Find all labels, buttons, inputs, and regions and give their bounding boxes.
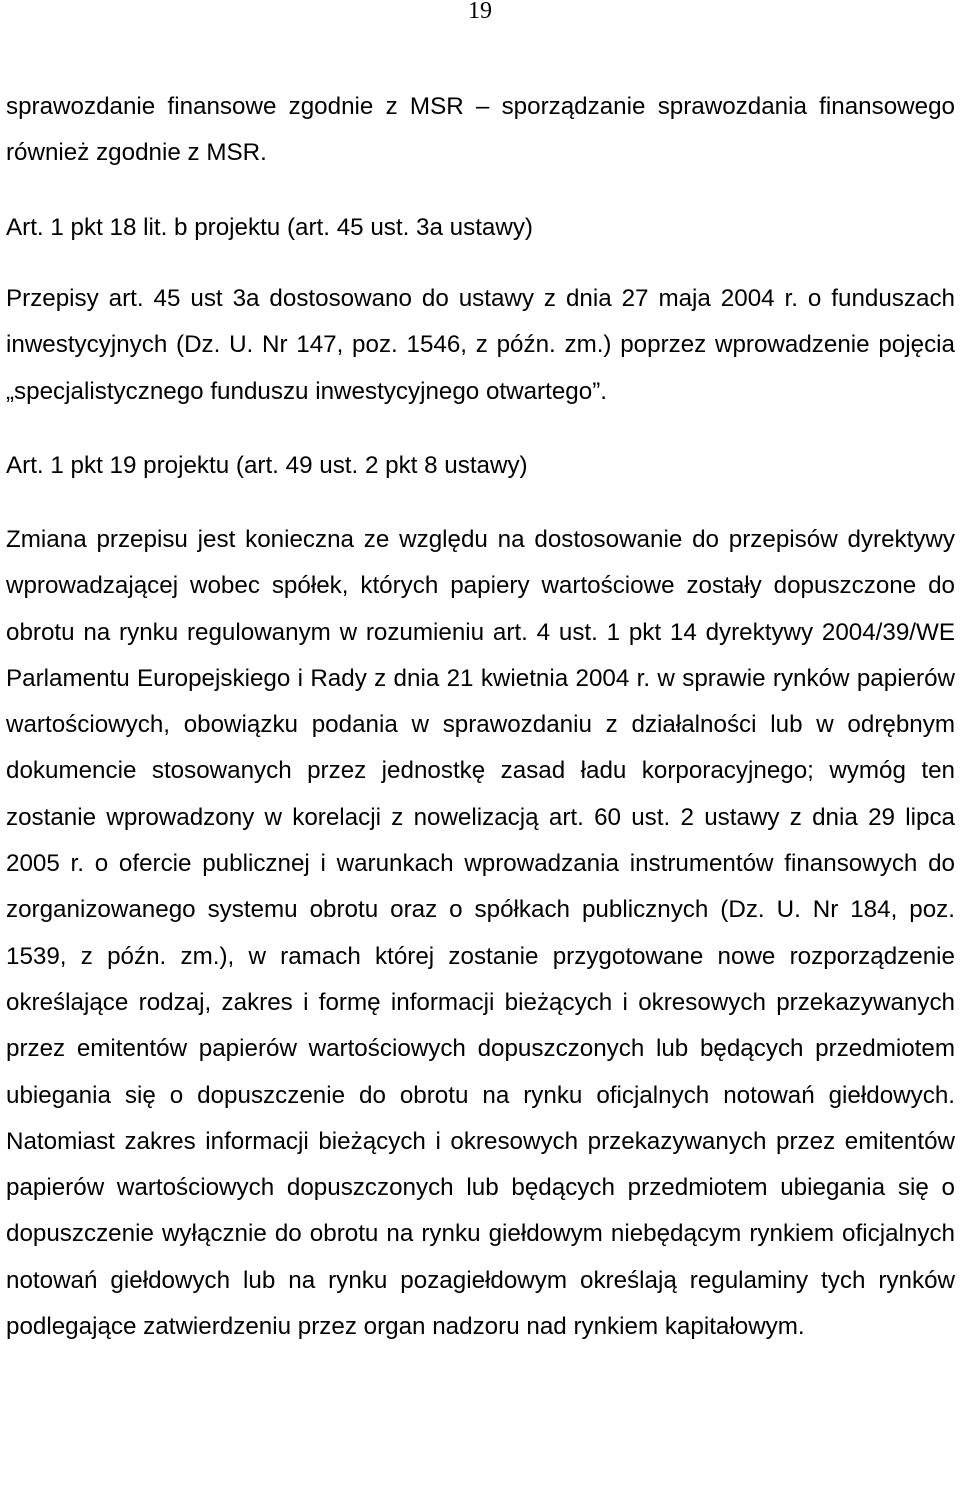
paragraph-investment-funds: Przepisy art. 45 ust 3a dostosowano do ustawy z dnia 27 maja 2004 r. o funduszach inwestycyjnych (Dz. U. Nr 147, poz. 1546, z późn. zm.) poprzez wprowadzenie pojęcia „specjalistycznego funduszu inwestycyjnego otwartego”. (6, 285, 955, 405)
paragraph-msr-continuation: sprawozdanie finansowe zgodnie z MSR – sporządzanie sprawozdania finansowego również zgodnie z MSR. (6, 93, 955, 167)
paragraph-corporate-governance: Zmiana przepisu jest konieczna ze względu na dostosowanie do przepisów dyrektywy wprowadzającej wobec spółek, których papiery wartościowe zostały dopuszczone do obrotu na rynku regulowanym w rozumieniu art. 4 ust. 1 pkt 14 dyrektywy 2004/39/WE Parlamentu Europejskiego i Rady z dnia 21 kwietnia 2004 r. w sprawie rynków papierów wartościowych, obowiązku podania w sprawozdaniu z działalności lub w odrębnym dokumencie stosowanych przez jednostkę zasad ładu korporacyjnego; wymóg ten zostanie wprowadzony w korelacji z nowelizacją art. 60 ust. 2 ustawy z dnia 29 lipca 2005 r. o ofercie publicznej i warunkach wprowadzania instrumentów finansowych do zorganizowanego systemu obrotu oraz o spółkach publicznych (Dz. U. Nr 184, poz. 1539, z późn. zm.), w ramach której zostanie przygotowane nowe rozporządzenie określające rodzaj, zakres i formę informacji bieżących i okresowych przekazywanych przez emitentów papierów wartościowych dopuszczonych lub będących przedmiotem ubiegania się o dopuszczenie do obrotu na rynku oficjalnych notowań giełdowych. Natomiast zakres informacji bieżących i okresowych przekazywanych przez emitentów papierów wartościowych dopuszczonych lub będących przedmiotem ubiegania się o dopuszczenie wyłącznie do obrotu na rynku giełdowym niebędącym rynkiem oficjalnych notowań giełdowych lub na rynku pozagiełdowym określają regulaminy tych rynków podlegające zatwierdzeniu przez organ nadzoru nad rynkiem kapitałowym. (6, 526, 955, 1341)
section-heading-art-49: Art. 1 pkt 19 projektu (art. 49 ust. 2 pkt 8 ustawy) (6, 452, 528, 479)
page-number: 19 (468, 0, 492, 24)
section-heading-art-45: Art. 1 pkt 18 lit. b projektu (art. 45 ust. 3a ustawy) (6, 214, 533, 241)
